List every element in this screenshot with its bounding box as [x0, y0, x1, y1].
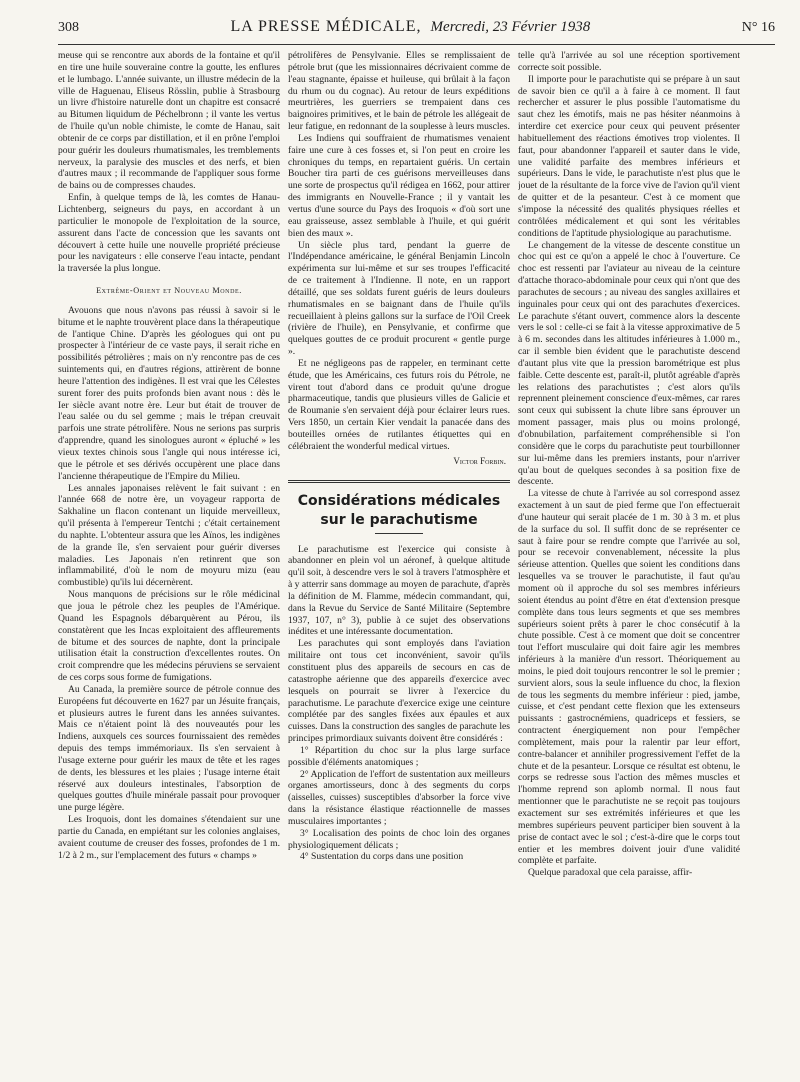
paragraph: Nous manquons de précisions sur le rôle médicinal que joua le pétrole chez les peuples de l'Amérique. Quand les Espagnols débarquèrent au Pérou, ils constatèrent que les Incas exploitaient des affleurements de bitume et des sources de naphte, dont la principale utilisation était la construction d'excellentes routes. On croit comprendre que les médecins péruviens se servaient de ces corps sous forme de fumigations.: [58, 589, 280, 684]
title-rule: [375, 533, 423, 534]
paragraph: Il importe pour le parachutiste qui se prépare à un saut de savoir bien ce qu'il a à faire à ce moment. Il faut rechercher et assurer le plus possible l'automatisme du saut chez les émotifs, mais ne pas hésiter néanmoins à interdire cet exercice pour ceux qui peuvent présenter habituellement des réactions émotives trop violentes. Il faut, pour abandonner l'appareil et sauter dans le vide, une validité parfaite des membres inférieurs et supérieurs. Dans le vide, le parachutiste n'est plus que le jouet de la résultante de la force vive de l'avion qu'il vient de quitter et de la pesanteur. C'est à ce moment que s'impose la nécessité des qualités physiques réelles et contrôlées médicalement et qui sont les véritables conditions de l'aptitude physiologique au parachutisme.: [518, 73, 740, 239]
journal-title: [231, 18, 591, 36]
column-3: [518, 50, 740, 1072]
paragraph: Et ne négligeons pas de rappeler, en terminant cette étude, que les Américains, ces futurs rois du Pétrole, ne virent tout d'abord dans ce produit qu'une drogue pharmaceutique, tandis que plusieurs villes de Galicie et de Roumanie s'en servaient déjà pour éclairer leurs rues. Vers 1850, un certain Kier vendait la panacée dans des bouteilles ornées de rutilantes étiquettes qui en célébraient the wonderful medical virtues.: [288, 357, 510, 452]
article-divider: [288, 480, 510, 483]
paragraph: Le changement de la vitesse de descente constitue un choc qui est ce qu'on a appelé le choc à l'ouverture. Ce choc est ressenti par l'aviateur au niveau de la ceinture d'attache thoraco-abdominale pour ceux qui n'ont que des parachutes de secours ; au niveau des sangles axillaires et inguinales pour ceux qui ont des parachutes d'exercices. Le parachute s'étant ouvert, commence alors la descente vers le sol : celle-ci se fait à la vitesse approximative de 5 à 6 m. secondes dans les altitudes inférieures à 1.000 m., car il semble bien évident que le parachutiste descend d'autant plus vite que la pression barométrique est plus faible. Cette descente est, paraît-il, plutôt agréable d'après les relations des parachutistes ; c'est alors qu'ils reprennent pleinement conscience d'eux-mêmes, car rares sont ceux qui subissent la chute libre sans éprouver un moment passager, mais plus ou moins prolongé, d'obnubilation, parfaitement compréhensible si l'on considère que le corps du parachutiste peut tourbillonner sur lui-même dans les premiers instants, pour n'arriver qu'au bout de quelques secondes à sa position fixe de descente.: [518, 239, 740, 488]
article-title-line-1: Considérations médicales: [297, 492, 501, 509]
list-item: 4° Sustentation du corps dans une position: [300, 851, 464, 863]
paragraph: Les parachutes qui sont employés dans l'aviation militaire ont tous cet inconvénient, savoir qu'ils constituent plus des appareils de secours en cas de catastrophe aérienne que des appareils d'exercice avec lesquels on pourrait se livrer à l'exercice du parachutisme. Le parachute d'exercice exige une ceinture complétée par des sangles fixées aux épaules et aux cuisses. Dans la construction des sangles de parachute les principes primordiaux suivants doivent être considérés :: [288, 638, 510, 745]
paragraph: Un siècle plus tard, pendant la guerre de l'Indépendance américaine, le général Benjamin Lincoln expérimenta sur lui-même et sur ses troupes l'efficacité de ce traitement à l'Indienne. Il note, en un rapport détaillé, que ses soldats furent guéris de leurs douleurs rhumatismales en se baignant dans de l'huile qu'ils recueillaient à pleins gallons sur la surface de l'Oil Creek (rivière de l'huile), en Pensylvanie, et confirme que quelques gouttes de ce produit procurent « gentle purge ».: [288, 239, 510, 358]
issue-number: N° 16: [741, 20, 775, 35]
list-item: 3° Localisation des points de choc loin des organes physiologiquement délicats ;: [288, 827, 510, 851]
paragraph: pétrolifères de Pensylvanie. Elles se remplissaient de pétrole brut (que les missionnaires décrivaient comme de l'eau stagnante, épaisse et huileuse, qui brûlait à la façon du rhum ou du cognac). Au retour de leurs expéditions meurtrières, les guerriers se trempaient dans ces baignoires primitives, et le bain de pétrole les allégeait de leur fatigue, en redonnant de la souplesse à leurs muscles.: [288, 50, 510, 133]
paragraph: Le parachutisme est l'exercice qui consiste à abandonner en plein vol un aéronef, à quelque altitude qu'il soit, à descendre vers le sol à travers l'atmosphère et à y atterrir sans dommage au moyen de parachute, d'après la définition de M. Flamme, médecin commandant, qui, dans la Revue du Service de Santé Militaire (Septembre 1937, 107, n° 3), publie à ce sujet des observations inédites et une intéressante documentation.: [288, 543, 510, 638]
paragraph: Quelque paradoxal que cela paraisse, affir-: [528, 867, 693, 879]
paragraph: Enfin, à quelque temps de là, les comtes de Hanau-Lichtenberg, seigneurs du pays, en accordant à un particulier le monopole de l'exploitation de la source, assurent dans l'acte de concession que les savants ont découvert à cette huile une nouvelle propriété précieuse pour les navigateurs : elle conserve l'eau intacte, pendant la traversée la plus longue.: [58, 192, 280, 275]
issue-date: Mercredi, 23 Février 1938: [430, 19, 591, 35]
page-number: 308: [58, 20, 79, 35]
column-2: [288, 50, 510, 1072]
list-item: 1° Répartition du choc sur la plus large surface possible d'éléments anatomiques ;: [288, 744, 510, 768]
list-item: 2° Application de l'effort de sustentation aux meilleurs organes amortisseurs, donc à des segments du corps (aisselles, cuisses) susceptibles d'absorber la force vive dans la résistance élastique réactionnelle de masses musculaires importantes ;: [288, 768, 510, 827]
article-title-line-2: sur le parachutisme: [320, 511, 478, 528]
paragraph: Les annales japonaises relèvent le fait suivant : en l'année 668 de notre ère, un voyageur rapporta de Sakhaline un flacon contenant un liquide merveilleux, qu'il présenta à l'empereur Tentchi ; c'était certainement du naphte. L'obtenteur assura que les Aïnos, les indigènes de la grande île, s'en servaient pour guérir diverses maladies. Les Japonais n'en retinrent que son inflammabilité, d'où le nom de moyuru mizu (eau combustible) qu'ils lui décernèrent.: [58, 482, 280, 589]
section-subheading: Extrême-Orient et Nouveau Monde.: [96, 286, 242, 296]
column-1: [58, 50, 280, 1072]
article-columns: [58, 50, 775, 1072]
page-header: [58, 18, 775, 45]
paragraph: Avouons que nous n'avons pas réussi à savoir si le bitume et le naphte trouvèrent place dans la thérapeutique de l'antique Chine. D'après les géologues qui ont pu prospecter à l'intérieur de ce vaste pays, il serait riche en possibilités pétrolières ; mais on n'y rencontre pas de ces suintements qui, en d'autres régions, attirèrent de bonne heure l'attention des indigènes. Il est vrai que les Célestes surent forer des puits profonds bien avant nous : dès le Ier siècle avant notre ère. Leur but était de trouver de l'eau salée ou du sel gemme ; mais le trépan creuvait parfois une strate pétrolifère. Nous ne serions pas surpris d'apprendre, quand les sinologues auront « épluché » les vieux textes chinois sous l'angle qui nous intéresse ici, que le pétrole et ses dérivés occupèrent une place dans l'ancienne thérapeutique de l'Empire du Milieu.: [58, 304, 280, 482]
paragraph: La vitesse de chute à l'arrivée au sol correspond assez exactement à un saut de pied ferme que l'on effectuerait d'une hauteur qui serait placée de 1 m. 30 à 3 m. et plus de la surface du sol. Il suffit donc de se représenter ce saut à faire pour se rendre compte que l'arrivée au sol, pour se recevoir convenablement, nécessite la plus sérieuse attention. Quelles que soient les conditions dans lesquelles va se trouver le parachutiste, il faut qu'au moment où il approche du sol ses membres inférieurs soient étendus au point d'être en état d'extension presque complète dans tous leurs segments et que ses membres supérieurs soient prêts à parer le choc consécutif à la chute possible. C'est à ce moment que doit se concentrer tout l'effort musculaire qui doit faire agir les membres inférieurs à la manière d'un ressort. Théoriquement au moins, le pied doit toujours rencontrer le sol le premier ; survient alors, sous la seule influence du choc, la flexion de tous les segments du membre inférieur : pied, jambe, cuisse, et c'est pendant cette flexion que les extenseurs puissants : gastrocnémiens, quadriceps et fessiers, se contractent énergiquement non pour l'empêcher complètement, mais pour la ralentir par leur effort, contre-balancer et annihiler progressivement l'effet de la chute et de la pesanteur. Lorsque ce résultat est obtenu, le corps se redresse sous l'action des mêmes muscles et l'homme reprend son aplomb normal. Il nous faut mentionner que le parachutiste ne se reçoit pas toujours exactement sur ses extrémités inférieures et que les membres supérieurs peuvent participer bien souvent à la prise de contact avec le sol ; c'est-à-dire que le corps tout entier et les membres doivent jouir d'une validité complète et parfaite.: [518, 488, 740, 867]
author-signature: Victor Forbin.: [453, 455, 506, 466]
journal-name: LA PRESSE MÉDICALE,: [230, 18, 422, 35]
paragraph: telle qu'à l'arrivée au sol une réception sportivement correcte soit possible.: [518, 50, 740, 73]
paragraph: Les Indiens qui souffraient de rhumatismes venaient faire une cure à ces fosses et, si l'on peut en croire les chroniques du temps, en repartaient guéris. Un certain Boucher tira parti de ces guérisons merveilleuses dans une sorte de prospectus qu'il rédigea en 1662, pour attirer des immigrants en Nouvelle-France ; il y vantait les vertus d'une source du Pays des Iroquois « d'où sort une eau graisseuse, assez semblable à l'huile, et qui guérit bien des maux ».: [288, 132, 510, 239]
paragraph: Les Iroquois, dont les domaines s'étendaient sur une partie du Canada, en empiétant sur les colonies anglaises, avaient coutume de creuser des fosses, profondes de 1 m. 1/2 à 2 m., sur l'emplacement des futurs « champs »: [58, 814, 280, 861]
paragraph: Au Canada, la première source de pétrole connue des Européens fut découverte en 1627 par un Jésuite français, et plusieurs autres le furent dans les années suivantes. Mais ce n'étaient point là des nouveautés pour les Indiens, auxquels ces sources fournissaient des remèdes depuis des temps immémoriaux. Ils s'en servaient à l'usage externe pour guérir les maux de tête et les rages de dents, les blessures et les plaies ; l'usage interne était réservé aux douleurs intestinales, l'absorption de quelques gouttes d'huile minérale passait pour provoquer une purge légère.: [58, 683, 280, 814]
paragraph: meuse qui se rencontre aux abords de la fontaine et qu'il en tire une huile souveraine contre la goutte, les enflures et le lumbago. L'année suivante, un illustre médecin de la ville de Haguenau, Eliseus Rösslin, publie à Strasbourg un livre d'histoire naturelle dont un chapitre est consacré au Bitumen liquidum de Péchelbronn ; il vante les vertus de l'huile qu'un noble chimiste, le comte de Hanau, sait obtenir de ce corps par distillation, et il en prône l'emploi pour guérir les douleurs rhumatismales, les tremblements nerveux, la paralysie des muscles et des nerfs, et bien d'autres maux ; il recommande de l'appliquer sous forme de bains ou de compresses chaudes.: [58, 50, 280, 192]
